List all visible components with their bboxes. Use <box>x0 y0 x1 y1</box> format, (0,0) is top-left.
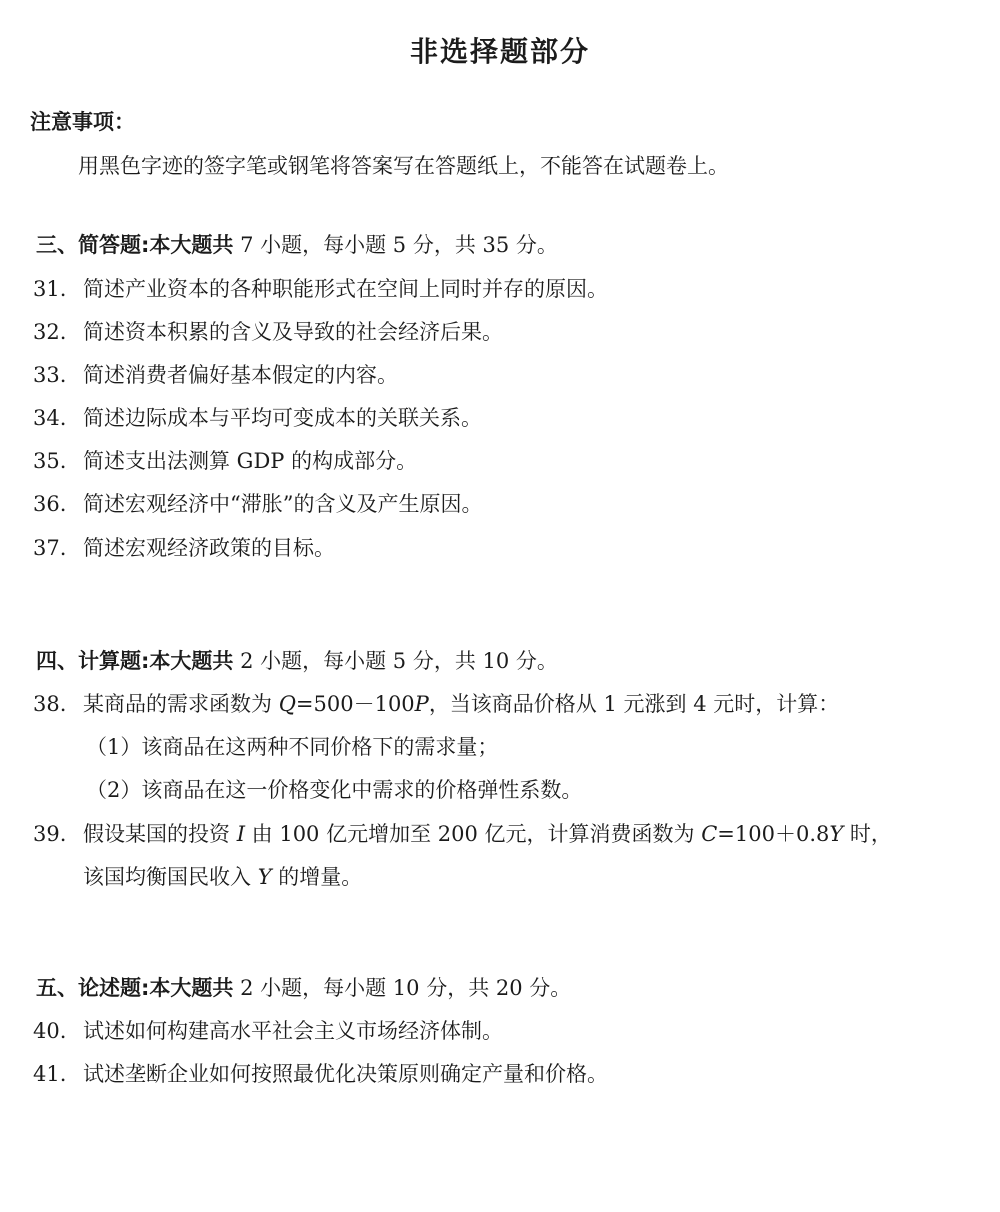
question-34 <box>33 402 482 432</box>
question-38-sub-1: （1）该商品在这两种不同价格下的需求量； <box>86 735 499 759</box>
notice-body: 用黑色字迹的签字笔或钢笔将答案写在答题纸上，不能答在试题卷上。 <box>78 154 729 178</box>
variable-i: I <box>236 822 245 846</box>
question-35 <box>33 445 417 475</box>
section-5-heading <box>36 972 571 1002</box>
question-text: 简述宏观经济政策的目标。 <box>83 536 335 560</box>
variable-q: Q <box>278 692 296 716</box>
question-38-sub-2: （2）该商品在这一价格变化中需求的价格弹性系数。 <box>86 778 583 802</box>
question-39-continuation <box>83 861 362 891</box>
question-36 <box>33 488 482 518</box>
question-number: 36. <box>33 492 67 516</box>
question-number: 34. <box>33 406 67 430</box>
question-text-pre: 某商品的需求函数为 <box>83 692 279 716</box>
section-5-rest: 2 小题，每小题 10 分，共 20 分。 <box>233 976 572 1000</box>
question-41 <box>33 1058 608 1088</box>
question-text: 简述宏观经济中“滞胀”的含义及产生原因。 <box>83 492 483 516</box>
question-text-pre: 该国均衡国民收入 <box>83 865 258 889</box>
question-32 <box>33 316 503 346</box>
section-4-heading <box>36 645 558 675</box>
section-4-lead: 四、计算题:本大题共 <box>36 649 234 673</box>
section-3-rest: 7 小题，每小题 5 分，共 35 分。 <box>233 233 558 257</box>
question-text-post: ，当该商品价格从 1 元涨到 4 元时，计算： <box>428 692 840 716</box>
question-text-post: 时， <box>843 822 892 846</box>
question-40 <box>33 1015 503 1045</box>
question-number: 40. <box>33 1019 67 1043</box>
question-text: 简述资本积累的含义及导致的社会经济后果。 <box>83 320 503 344</box>
question-text: 简述消费者偏好基本假定的内容。 <box>83 363 398 387</box>
variable-c: C <box>701 822 718 846</box>
question-text-mid: =500－100 <box>295 692 415 716</box>
question-number: 32. <box>33 320 67 344</box>
question-text-mid2: =100＋0.8 <box>717 822 830 846</box>
question-text: 试述垄断企业如何按照最优化决策原则确定产量和价格。 <box>83 1062 608 1086</box>
variable-y: Y <box>257 865 272 889</box>
question-text: 简述支出法测算 GDP 的构成部分。 <box>83 449 418 473</box>
page-title: 非选择题部分 <box>409 35 590 68</box>
section-3-heading <box>36 229 558 259</box>
question-number: 38. <box>33 692 67 716</box>
question-text-post: 的增量。 <box>271 865 363 889</box>
variable-y: Y <box>829 822 844 846</box>
question-number: 31. <box>33 277 67 301</box>
question-33 <box>33 359 398 389</box>
question-number: 33. <box>33 363 67 387</box>
question-text: 简述产业资本的各种职能形式在空间上同时并存的原因。 <box>83 277 608 301</box>
question-text-pre: 假设某国的投资 <box>83 822 237 846</box>
question-31 <box>33 273 608 303</box>
question-39 <box>33 818 892 848</box>
section-4-rest: 2 小题，每小题 5 分，共 10 分。 <box>233 649 558 673</box>
notice-heading: 注意事项： <box>30 110 135 134</box>
question-number: 35. <box>33 449 67 473</box>
question-37 <box>33 532 335 562</box>
question-number: 37. <box>33 536 67 560</box>
question-text: 试述如何构建高水平社会主义市场经济体制。 <box>83 1019 503 1043</box>
section-3-lead: 三、简答题:本大题共 <box>36 233 234 257</box>
variable-p: P <box>414 692 429 716</box>
section-5-lead: 五、论述题:本大题共 <box>36 976 234 1000</box>
question-38 <box>33 688 839 718</box>
question-text: 简述边际成本与平均可变成本的关联关系。 <box>83 406 482 430</box>
question-number: 41. <box>33 1062 67 1086</box>
question-number: 39. <box>33 822 67 846</box>
question-text-mid: 由 100 亿元增加至 200 亿元，计算消费函数为 <box>244 822 702 846</box>
